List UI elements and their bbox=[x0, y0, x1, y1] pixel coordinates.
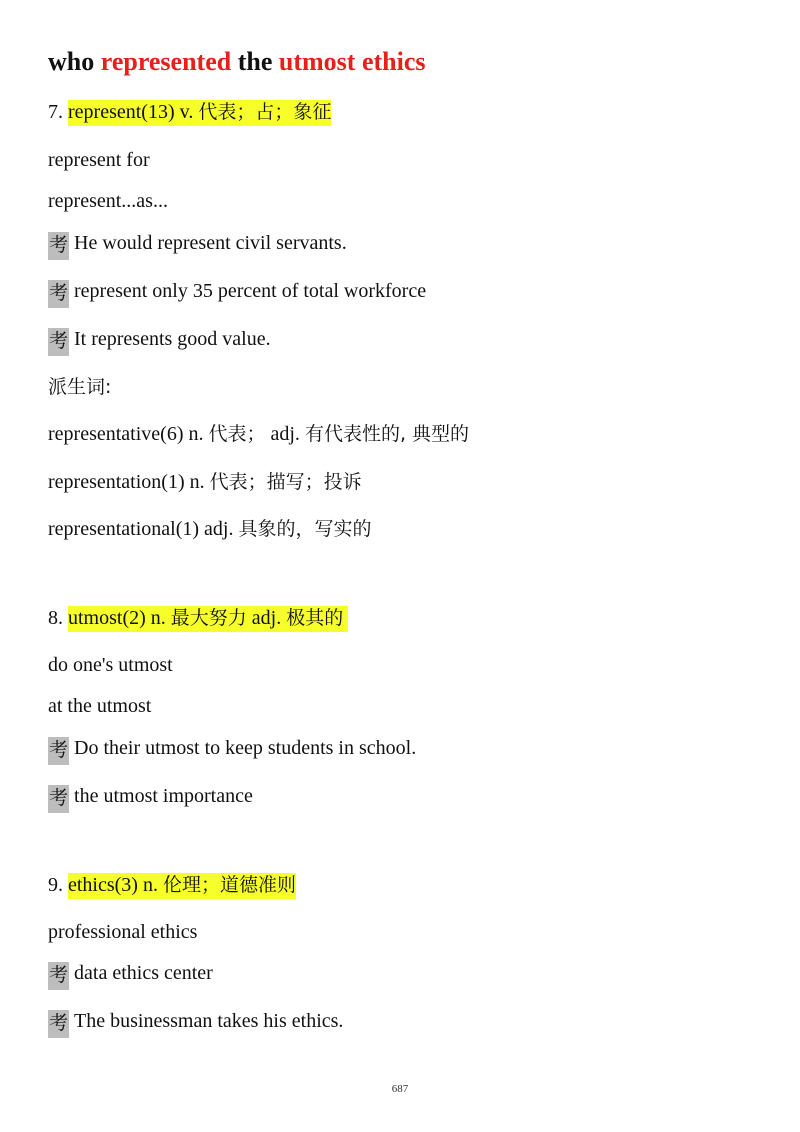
entry-number: 8. bbox=[48, 607, 63, 629]
phrase-line: professional ethics bbox=[48, 921, 198, 943]
entry-highlight bbox=[68, 873, 296, 899]
derived-word: representational(1) adj. bbox=[48, 518, 234, 540]
derived-words-label: 派生词: bbox=[48, 376, 112, 398]
entry-definition: 代表；占；象征 bbox=[198, 101, 332, 123]
derived-word-line bbox=[48, 516, 371, 542]
derived-definition: 具象的，写实的 bbox=[238, 518, 372, 540]
derived-definition: 代表；描写；投诉 bbox=[209, 471, 362, 493]
entry-definition: 极其的 bbox=[286, 607, 344, 629]
example-text: Do their utmost to keep students in school. bbox=[74, 737, 417, 759]
exam-mark-icon: 考 bbox=[48, 328, 69, 356]
entry-heading-ethics bbox=[48, 872, 296, 898]
entry-word: utmost(2) n. bbox=[68, 607, 166, 629]
entry-highlight bbox=[68, 606, 348, 632]
derived-pos: adj. bbox=[270, 423, 300, 445]
page-number: 687 bbox=[391, 1083, 409, 1095]
exam-mark-icon: 考 bbox=[48, 737, 69, 765]
exam-mark-icon: 考 bbox=[48, 232, 69, 260]
phrase-line: represent for bbox=[48, 149, 150, 171]
page-title bbox=[48, 47, 425, 77]
derived-word: representation(1) n. bbox=[48, 471, 205, 493]
example-line bbox=[48, 783, 253, 813]
title-word-utmost-ethics: utmost ethics bbox=[278, 47, 426, 76]
example-text: data ethics center bbox=[74, 962, 213, 984]
exam-mark-icon: 考 bbox=[48, 1010, 69, 1038]
title-word-represented: represented bbox=[100, 47, 232, 76]
exam-mark-icon: 考 bbox=[48, 962, 69, 990]
entry-number: 9. bbox=[48, 874, 63, 896]
exam-mark-icon: 考 bbox=[48, 280, 69, 308]
phrase-line: do one's utmost bbox=[48, 654, 173, 676]
entry-word: ethics(3) n. bbox=[68, 874, 158, 896]
derived-definition: 有代表性的, 典型的 bbox=[304, 423, 470, 445]
example-line bbox=[48, 735, 416, 765]
title-word-the: the bbox=[237, 47, 273, 76]
entry-heading-utmost bbox=[48, 605, 348, 631]
example-line bbox=[48, 326, 271, 356]
entry-definition: 伦理；道德准则 bbox=[162, 874, 296, 896]
entry-pos: adj. bbox=[251, 607, 282, 629]
entry-number: 7. bbox=[48, 101, 63, 123]
phrase-line: represent...as... bbox=[48, 190, 168, 212]
title-word-who: who bbox=[48, 47, 95, 76]
derived-word-line bbox=[48, 469, 362, 495]
entry-highlight bbox=[68, 100, 331, 126]
example-line bbox=[48, 960, 213, 990]
example-text: He would represent civil servants. bbox=[74, 232, 347, 254]
derived-definition: 代表； bbox=[208, 423, 266, 445]
example-text: the utmost importance bbox=[74, 785, 253, 807]
example-line bbox=[48, 278, 426, 308]
phrase-line: at the utmost bbox=[48, 695, 152, 717]
exam-mark-icon: 考 bbox=[48, 785, 69, 813]
entry-heading-represent bbox=[48, 99, 331, 125]
derived-word: representative(6) n. bbox=[48, 423, 204, 445]
derived-word-line bbox=[48, 421, 469, 447]
entry-word: represent(13) v. bbox=[68, 101, 194, 123]
example-text: represent only 35 percent of total workforce bbox=[74, 280, 427, 302]
example-line bbox=[48, 1008, 343, 1038]
entry-definition: 最大努力 bbox=[170, 607, 247, 629]
example-line bbox=[48, 230, 347, 260]
example-text: The businessman takes his ethics. bbox=[74, 1010, 344, 1032]
example-text: It represents good value. bbox=[74, 328, 271, 350]
